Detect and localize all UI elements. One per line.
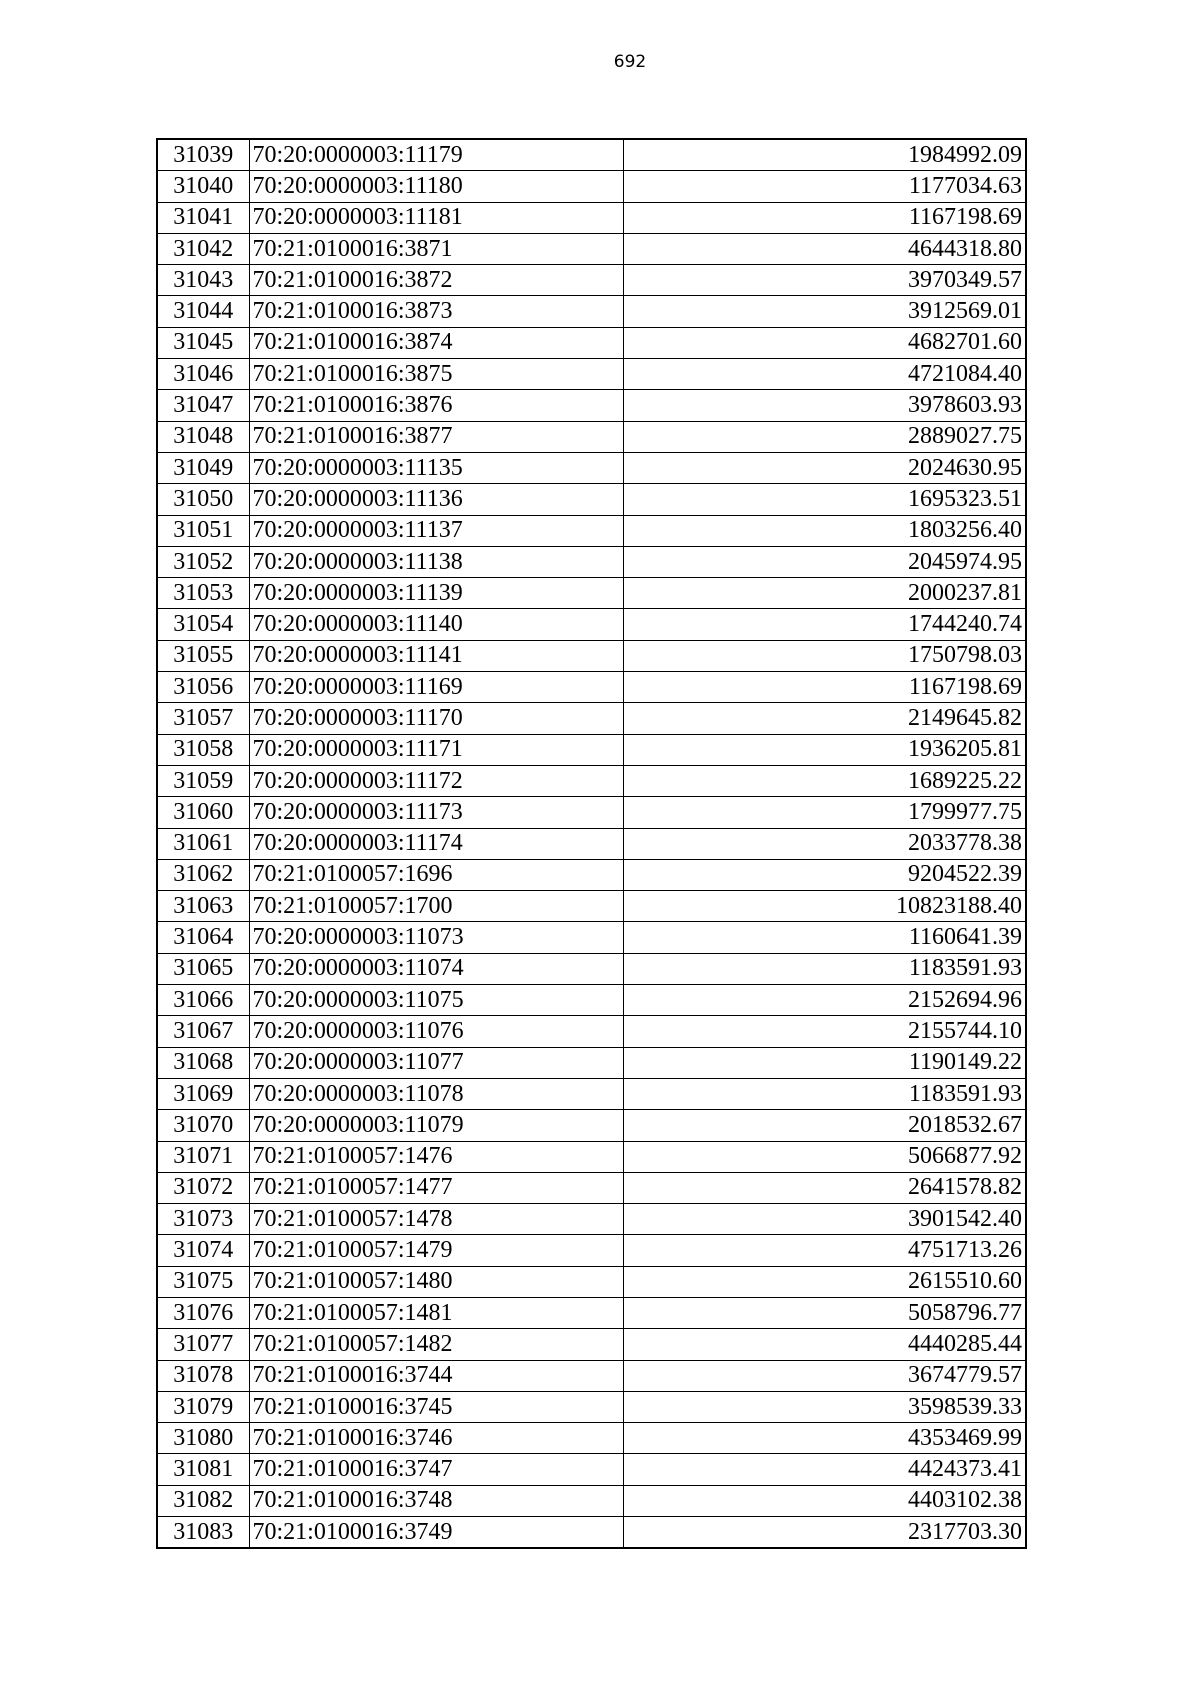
cadastral-value-cell: 4721084.40 bbox=[623, 359, 1026, 390]
cadastral-number-cell: 70:21:0100016:3749 bbox=[249, 1517, 623, 1549]
cadastral-number-cell: 70:21:0100016:3748 bbox=[249, 1485, 623, 1516]
table-row bbox=[157, 1172, 1026, 1203]
table-row bbox=[157, 1485, 1026, 1516]
cadastral-value-cell: 2149645.82 bbox=[623, 703, 1026, 734]
table-row bbox=[157, 265, 1026, 296]
row-number-cell: 31055 bbox=[157, 640, 249, 671]
table-row bbox=[157, 202, 1026, 233]
table-row bbox=[157, 1329, 1026, 1360]
cadastral-value-cell: 2641578.82 bbox=[623, 1172, 1026, 1203]
cadastral-value-cell: 3970349.57 bbox=[623, 265, 1026, 296]
row-number-cell: 31052 bbox=[157, 546, 249, 577]
row-number-cell: 31060 bbox=[157, 797, 249, 828]
table-row bbox=[157, 546, 1026, 577]
cadastral-value-cell: 1160641.39 bbox=[623, 922, 1026, 953]
row-number-cell: 31075 bbox=[157, 1266, 249, 1297]
row-number-cell: 31050 bbox=[157, 484, 249, 515]
row-number-cell: 31043 bbox=[157, 265, 249, 296]
table-row bbox=[157, 1204, 1026, 1235]
cadastral-value-cell: 3901542.40 bbox=[623, 1204, 1026, 1235]
row-number-cell: 31058 bbox=[157, 734, 249, 765]
table-row bbox=[157, 171, 1026, 202]
cadastral-number-cell: 70:20:0000003:11076 bbox=[249, 1016, 623, 1047]
row-number-cell: 31064 bbox=[157, 922, 249, 953]
cadastral-value-cell: 4440285.44 bbox=[623, 1329, 1026, 1360]
cadastral-value-cell: 1803256.40 bbox=[623, 515, 1026, 546]
cadastral-value-cell: 2018532.67 bbox=[623, 1110, 1026, 1141]
cadastral-number-cell: 70:20:0000003:11139 bbox=[249, 578, 623, 609]
cadastral-number-cell: 70:21:0100057:1476 bbox=[249, 1141, 623, 1172]
cadastral-number-cell: 70:21:0100016:3875 bbox=[249, 359, 623, 390]
table-row bbox=[157, 296, 1026, 327]
row-number-cell: 31041 bbox=[157, 202, 249, 233]
table-row bbox=[157, 985, 1026, 1016]
row-number-cell: 31049 bbox=[157, 452, 249, 483]
row-number-cell: 31072 bbox=[157, 1172, 249, 1203]
cadastral-number-cell: 70:20:0000003:11174 bbox=[249, 828, 623, 859]
table-row bbox=[157, 1047, 1026, 1078]
cadastral-value-cell: 1744240.74 bbox=[623, 609, 1026, 640]
cadastral-value-cell: 9204522.39 bbox=[623, 859, 1026, 890]
table-row bbox=[157, 672, 1026, 703]
cadastral-number-cell: 70:20:0000003:11172 bbox=[249, 765, 623, 796]
table-row bbox=[157, 1423, 1026, 1454]
table-row bbox=[157, 1016, 1026, 1047]
cadastral-value-cell: 3912569.01 bbox=[623, 296, 1026, 327]
table-row bbox=[157, 1141, 1026, 1172]
cadastral-value-cell: 4682701.60 bbox=[623, 327, 1026, 358]
cadastral-number-cell: 70:20:0000003:11074 bbox=[249, 953, 623, 984]
cadastral-value-cell: 2317703.30 bbox=[623, 1517, 1026, 1549]
row-number-cell: 31071 bbox=[157, 1141, 249, 1172]
cadastral-value-cell: 1167198.69 bbox=[623, 202, 1026, 233]
cadastral-number-cell: 70:20:0000003:11079 bbox=[249, 1110, 623, 1141]
page-number: 692 bbox=[613, 52, 647, 72]
table-row bbox=[157, 1360, 1026, 1391]
row-number-cell: 31059 bbox=[157, 765, 249, 796]
row-number-cell: 31062 bbox=[157, 859, 249, 890]
row-number-cell: 31042 bbox=[157, 233, 249, 264]
row-number-cell: 31045 bbox=[157, 327, 249, 358]
table-row bbox=[157, 828, 1026, 859]
row-number-cell: 31081 bbox=[157, 1454, 249, 1485]
table-row bbox=[157, 891, 1026, 922]
cadastral-number-cell: 70:20:0000003:11073 bbox=[249, 922, 623, 953]
table-row bbox=[157, 1110, 1026, 1141]
cadastral-value-cell: 2155744.10 bbox=[623, 1016, 1026, 1047]
row-number-cell: 31046 bbox=[157, 359, 249, 390]
cadastral-number-cell: 70:20:0000003:11140 bbox=[249, 609, 623, 640]
cadastral-number-cell: 70:21:0100016:3872 bbox=[249, 265, 623, 296]
row-number-cell: 31066 bbox=[157, 985, 249, 1016]
table-row bbox=[157, 1266, 1026, 1297]
cadastral-number-cell: 70:21:0100016:3747 bbox=[249, 1454, 623, 1485]
row-number-cell: 31051 bbox=[157, 515, 249, 546]
table-row bbox=[157, 139, 1026, 171]
row-number-cell: 31040 bbox=[157, 171, 249, 202]
row-number-cell: 31079 bbox=[157, 1391, 249, 1422]
row-number-cell: 31061 bbox=[157, 828, 249, 859]
cadastral-value-cell: 3674779.57 bbox=[623, 1360, 1026, 1391]
table-row bbox=[157, 515, 1026, 546]
table-row bbox=[157, 1391, 1026, 1422]
cadastral-value-cell: 4424373.41 bbox=[623, 1454, 1026, 1485]
cadastral-number-cell: 70:20:0000003:11141 bbox=[249, 640, 623, 671]
table-row bbox=[157, 609, 1026, 640]
cadastral-value-cell: 1936205.81 bbox=[623, 734, 1026, 765]
cadastral-number-cell: 70:20:0000003:11180 bbox=[249, 171, 623, 202]
cadastral-number-cell: 70:20:0000003:11173 bbox=[249, 797, 623, 828]
table-row bbox=[157, 1078, 1026, 1109]
cadastral-number-cell: 70:20:0000003:11135 bbox=[249, 452, 623, 483]
row-number-cell: 31054 bbox=[157, 609, 249, 640]
cadastral-number-cell: 70:21:0100057:1477 bbox=[249, 1172, 623, 1203]
row-number-cell: 31048 bbox=[157, 421, 249, 452]
table-row bbox=[157, 578, 1026, 609]
cadastral-number-cell: 70:20:0000003:11078 bbox=[249, 1078, 623, 1109]
row-number-cell: 31057 bbox=[157, 703, 249, 734]
table-row bbox=[157, 1297, 1026, 1328]
cadastral-value-cell: 2000237.81 bbox=[623, 578, 1026, 609]
row-number-cell: 31069 bbox=[157, 1078, 249, 1109]
cadastral-value-cell: 1689225.22 bbox=[623, 765, 1026, 796]
cadastral-number-cell: 70:20:0000003:11075 bbox=[249, 985, 623, 1016]
row-number-cell: 31067 bbox=[157, 1016, 249, 1047]
row-number-cell: 31065 bbox=[157, 953, 249, 984]
cadastral-number-cell: 70:21:0100016:3746 bbox=[249, 1423, 623, 1454]
table-row bbox=[157, 765, 1026, 796]
cadastral-value-cell: 4403102.38 bbox=[623, 1485, 1026, 1516]
table-row bbox=[157, 421, 1026, 452]
row-number-cell: 31068 bbox=[157, 1047, 249, 1078]
cadastral-value-cell: 1799977.75 bbox=[623, 797, 1026, 828]
cadastral-value-cell: 1183591.93 bbox=[623, 1078, 1026, 1109]
cadastral-value-cell: 3598539.33 bbox=[623, 1391, 1026, 1422]
cadastral-number-cell: 70:21:0100057:1480 bbox=[249, 1266, 623, 1297]
cadastral-number-cell: 70:21:0100016:3745 bbox=[249, 1391, 623, 1422]
table-row bbox=[157, 327, 1026, 358]
row-number-cell: 31078 bbox=[157, 1360, 249, 1391]
cadastral-value-cell: 1183591.93 bbox=[623, 953, 1026, 984]
row-number-cell: 31039 bbox=[157, 139, 249, 171]
cadastral-number-cell: 70:21:0100016:3874 bbox=[249, 327, 623, 358]
cadastral-value-cell: 1190149.22 bbox=[623, 1047, 1026, 1078]
cadastral-number-cell: 70:20:0000003:11171 bbox=[249, 734, 623, 765]
cadastral-value-cell: 2615510.60 bbox=[623, 1266, 1026, 1297]
cadastral-number-cell: 70:21:0100016:3744 bbox=[249, 1360, 623, 1391]
cadastral-value-cell: 4353469.99 bbox=[623, 1423, 1026, 1454]
row-number-cell: 31073 bbox=[157, 1204, 249, 1235]
table-row bbox=[157, 703, 1026, 734]
cadastral-number-cell: 70:21:0100016:3876 bbox=[249, 390, 623, 421]
table-row bbox=[157, 859, 1026, 890]
cadastral-number-cell: 70:20:0000003:11138 bbox=[249, 546, 623, 577]
row-number-cell: 31070 bbox=[157, 1110, 249, 1141]
cadastral-value-cell: 3978603.93 bbox=[623, 390, 1026, 421]
cadastral-value-cell: 2033778.38 bbox=[623, 828, 1026, 859]
row-number-cell: 31077 bbox=[157, 1329, 249, 1360]
cadastral-number-cell: 70:21:0100057:1482 bbox=[249, 1329, 623, 1360]
cadastral-number-cell: 70:21:0100057:1700 bbox=[249, 891, 623, 922]
cadastral-number-cell: 70:20:0000003:11169 bbox=[249, 672, 623, 703]
row-number-cell: 31083 bbox=[157, 1517, 249, 1549]
cadastral-number-cell: 70:21:0100057:1696 bbox=[249, 859, 623, 890]
cadastral-value-cell: 1984992.09 bbox=[623, 139, 1026, 171]
cadastral-number-cell: 70:20:0000003:11170 bbox=[249, 703, 623, 734]
cadastral-number-cell: 70:21:0100057:1478 bbox=[249, 1204, 623, 1235]
cadastral-number-cell: 70:21:0100016:3877 bbox=[249, 421, 623, 452]
row-number-cell: 31074 bbox=[157, 1235, 249, 1266]
cadastral-value-cell: 10823188.40 bbox=[623, 891, 1026, 922]
row-number-cell: 31063 bbox=[157, 891, 249, 922]
cadastral-number-cell: 70:20:0000003:11181 bbox=[249, 202, 623, 233]
cadastral-value-table bbox=[156, 138, 1027, 1549]
table-row bbox=[157, 797, 1026, 828]
row-number-cell: 31080 bbox=[157, 1423, 249, 1454]
table-row bbox=[157, 359, 1026, 390]
cadastral-value-cell: 4644318.80 bbox=[623, 233, 1026, 264]
cadastral-value-cell: 1177034.63 bbox=[623, 171, 1026, 202]
cadastral-value-cell: 2152694.96 bbox=[623, 985, 1026, 1016]
cadastral-value-cell: 2889027.75 bbox=[623, 421, 1026, 452]
cadastral-number-cell: 70:21:0100016:3871 bbox=[249, 233, 623, 264]
cadastral-number-cell: 70:20:0000003:11077 bbox=[249, 1047, 623, 1078]
cadastral-value-cell: 1695323.51 bbox=[623, 484, 1026, 515]
row-number-cell: 31076 bbox=[157, 1297, 249, 1328]
table-body bbox=[157, 139, 1026, 1548]
cadastral-value-cell: 5058796.77 bbox=[623, 1297, 1026, 1328]
cadastral-value-cell: 2045974.95 bbox=[623, 546, 1026, 577]
table-row bbox=[157, 484, 1026, 515]
table-row bbox=[157, 390, 1026, 421]
table-row bbox=[157, 922, 1026, 953]
cadastral-number-cell: 70:20:0000003:11136 bbox=[249, 484, 623, 515]
cadastral-value-cell: 1750798.03 bbox=[623, 640, 1026, 671]
cadastral-number-cell: 70:21:0100016:3873 bbox=[249, 296, 623, 327]
cadastral-value-cell: 1167198.69 bbox=[623, 672, 1026, 703]
cadastral-number-cell: 70:21:0100057:1481 bbox=[249, 1297, 623, 1328]
row-number-cell: 31047 bbox=[157, 390, 249, 421]
table-row bbox=[157, 953, 1026, 984]
table-row bbox=[157, 233, 1026, 264]
cadastral-value-cell: 4751713.26 bbox=[623, 1235, 1026, 1266]
row-number-cell: 31056 bbox=[157, 672, 249, 703]
table-row bbox=[157, 1454, 1026, 1485]
cadastral-number-cell: 70:21:0100057:1479 bbox=[249, 1235, 623, 1266]
row-number-cell: 31053 bbox=[157, 578, 249, 609]
row-number-cell: 31044 bbox=[157, 296, 249, 327]
cadastral-value-cell: 2024630.95 bbox=[623, 452, 1026, 483]
cadastral-value-cell: 5066877.92 bbox=[623, 1141, 1026, 1172]
table-row bbox=[157, 1517, 1026, 1549]
table-row bbox=[157, 640, 1026, 671]
cadastral-number-cell: 70:20:0000003:11179 bbox=[249, 139, 623, 171]
table-row bbox=[157, 452, 1026, 483]
table-row bbox=[157, 734, 1026, 765]
row-number-cell: 31082 bbox=[157, 1485, 249, 1516]
cadastral-number-cell: 70:20:0000003:11137 bbox=[249, 515, 623, 546]
table-row bbox=[157, 1235, 1026, 1266]
